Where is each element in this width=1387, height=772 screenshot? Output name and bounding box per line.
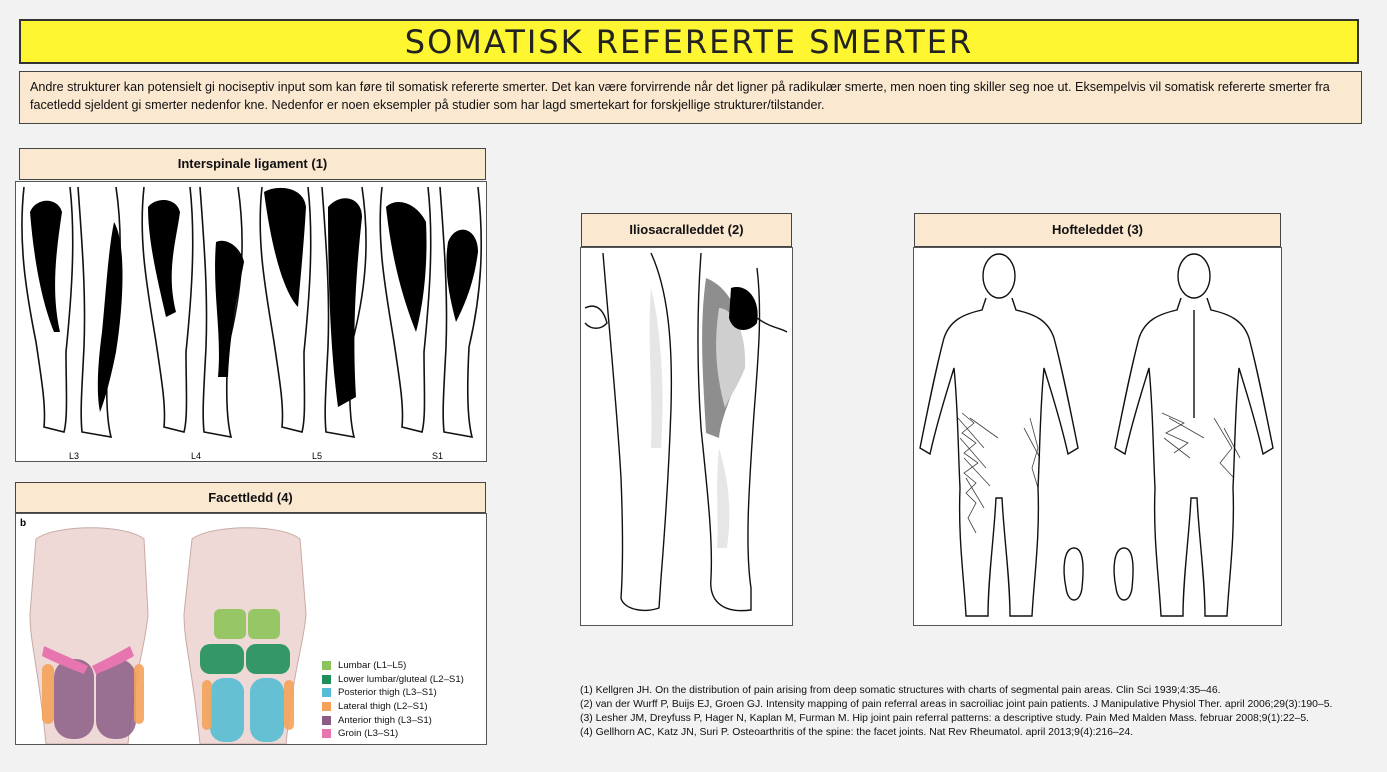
segment-label-l4: L4 (191, 451, 202, 461)
iliosacral-legs-illustration (581, 248, 792, 625)
interspinale-header: Interspinale ligament (1) (19, 148, 486, 180)
hofte-body-illustration (914, 248, 1281, 625)
segment-label-l3: L3 (69, 451, 80, 461)
iliosacral-pain-map (580, 247, 793, 626)
legend-item (322, 659, 464, 673)
legend-swatch (322, 729, 331, 738)
facettledd-legend (322, 659, 464, 741)
page-title-banner (19, 19, 1359, 64)
pain-areas (30, 188, 478, 412)
legend-item (322, 673, 464, 687)
references (580, 684, 1360, 740)
legend-swatch (322, 688, 331, 697)
interspinale-pain-map (15, 181, 487, 462)
interspinale-legs-illustration (16, 182, 486, 461)
hofte-header: Hofteleddet (3) (914, 213, 1281, 247)
reference-item: (4) Gellhorn AC, Katz JN, Suri P. Osteoarthritis of the spine: the facet joints. Nat Rev Rheumatol. april 2013;9(4):216–24. (580, 727, 1134, 738)
legend-swatch (322, 675, 331, 684)
reference-item: (3) Lesher JM, Dreyfuss P, Hager N, Kaplan M, Furman M. Hip joint pain referral patterns: a descriptive study. Pain Med Malden Mass. februar 2008;9(1):22–5. (580, 713, 1310, 724)
legend-label: Posterior thigh (L3–S1) (338, 687, 437, 699)
legend-label: Anterior thigh (L3–S1) (338, 714, 432, 726)
intro-text: Andre strukturer kan potensielt gi nociseptiv input som kan føre til somatisk refererte smerter. Det kan være forvirrende når det ligner på radikulær smerte, men noen ting skiller seg noe ut. Eksempelvis vil somatisk refererte smerter fra facetledd sjeldent gi smerter nedenfor kne. Nedenfor er noen eksempler på studier som har lagd smertekart for forskjellige strukturer/tilstander. (19, 71, 1362, 124)
panel-letter: b (20, 518, 27, 529)
legend-item (322, 713, 464, 727)
facettledd-header: Facettledd (4) (15, 482, 486, 513)
segment-label-l5: L5 (312, 451, 323, 461)
legend-swatch (322, 661, 331, 670)
legend-item (322, 686, 464, 700)
legend-swatch (322, 702, 331, 711)
hofte-pain-map (913, 247, 1282, 626)
legend-item (322, 700, 464, 714)
legend-label: Lateral thigh (L2–S1) (338, 701, 428, 713)
reference-item: (1) Kellgren JH. On the distribution of pain arising from deep somatic structures with charts of segmental pain areas. Clin Sci 1939;4:35–46. (580, 685, 1221, 696)
legend-label: Lower lumbar/gluteal (L2–S1) (338, 673, 464, 685)
legend-label: Groin (L3–S1) (338, 728, 399, 740)
iliosacral-header: Iliosacralleddet (2) (581, 213, 792, 247)
legend-item (322, 727, 464, 741)
reference-item: (2) van der Wurff P, Buijs EJ, Groen GJ. Intensity mapping of pain referral areas in sacroiliac joint pain patients. J Manipulative Physiol Ther. april 2006;29(3):190–5. (580, 699, 1333, 710)
legend-swatch (322, 716, 331, 725)
segment-label-s1: S1 (432, 451, 444, 461)
legend-label: Lumbar (L1–L5) (338, 660, 407, 672)
page-title: SOMATISK REFERERTE SMERTER (404, 23, 974, 61)
